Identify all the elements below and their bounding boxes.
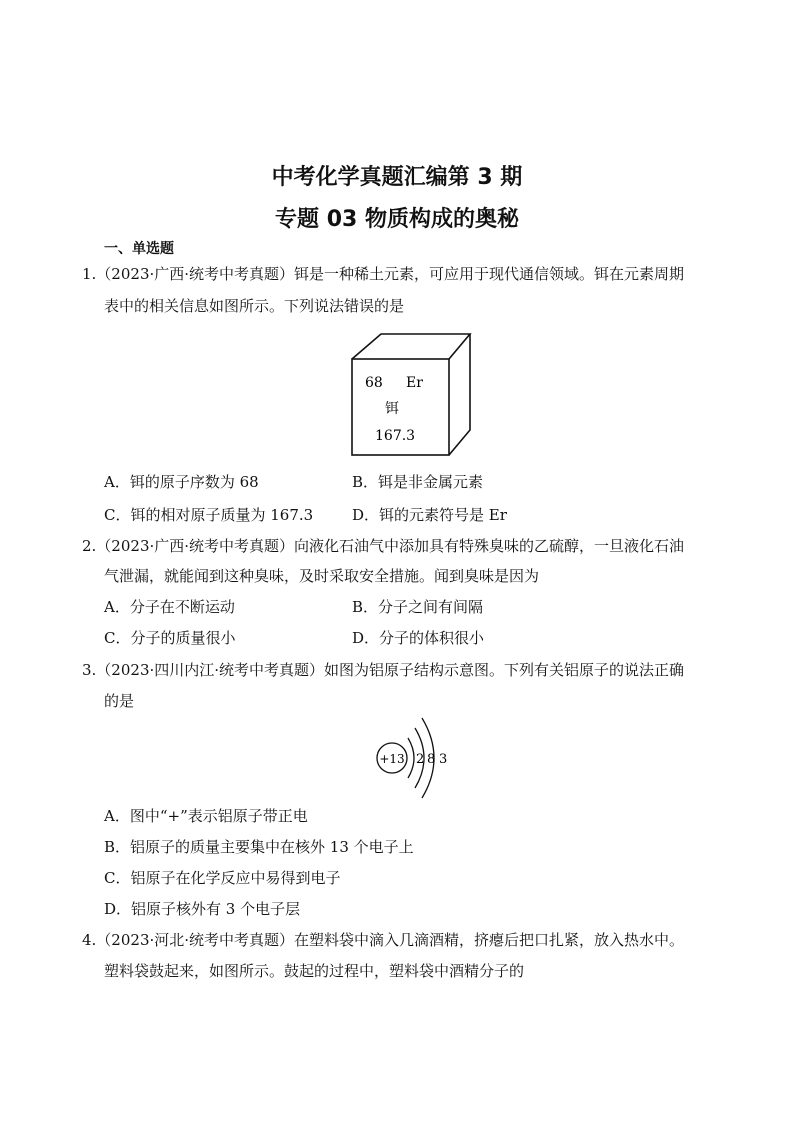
question-2-line-2: 气泄漏，就能闻到这种臭味，及时采取安全措施。闻到臭味是因为 (104, 567, 540, 585)
shell-1-electrons: 2 (416, 752, 425, 767)
question-3-option-c: C．铝原子在化学反应中易得到电子 (104, 869, 341, 887)
shell-3-electrons: 3 (439, 752, 448, 767)
question-3-option-d: D．铝原子核外有 3 个电子层 (104, 900, 301, 918)
element-atomic-number: 68 (365, 375, 383, 391)
question-3-line-1: 3.（2023·四川内江·统考中考真题）如图为铝原子结构示意图。下列有关铝原子的说法正确 (82, 661, 685, 679)
section-heading: 一、单选题 (104, 241, 174, 257)
question-3-option-b: B．铝原子的质量主要集中在核外 13 个电子上 (104, 838, 414, 856)
element-name: 铒 (385, 401, 399, 417)
nucleus-charge: +13 (379, 752, 405, 766)
question-2-option-a: A．分子在不断运动 (104, 598, 235, 616)
page-title: 中考化学真题汇编第 3 期 (271, 165, 523, 190)
page-subtitle: 专题 03 物质构成的奥秘 (275, 207, 519, 232)
question-1-option-a: A．铒的原子序数为 68 (104, 473, 259, 491)
aluminum-atom-diagram (370, 712, 460, 804)
question-2-option-d: D．分子的体积很小 (352, 629, 485, 647)
element-symbol: Er (406, 375, 423, 391)
question-1-option-d: D．铒的元素符号是 Er (352, 506, 507, 524)
question-4-line-1: 4.（2023·河北·统考中考真题）在塑料袋中滴入几滴酒精，挤瘪后把口扎紧，放入热水中。 (82, 931, 685, 949)
question-1-option-c: C．铒的相对原子质量为 167.3 (104, 506, 314, 524)
element-atomic-mass: 167.3 (375, 428, 416, 444)
question-1-line-1: 1.（2023·广西·统考中考真题）铒是一种稀土元素，可应用于现代通信领域。铒在元素周期 (82, 265, 685, 283)
question-2-option-b: B．分子之间有间隔 (352, 598, 484, 616)
periodic-table-cell (340, 330, 480, 460)
shell-2-electrons: 8 (427, 752, 436, 767)
question-3-line-2: 的是 (104, 692, 135, 710)
question-3-option-a: A．图中“+”表示铝原子带正电 (104, 807, 308, 825)
question-1-option-b: B．铒是非金属元素 (352, 473, 484, 491)
question-2-option-c: C．分子的质量很小 (104, 629, 236, 647)
question-2-line-1: 2.（2023·广西·统考中考真题）向液化石油气中添加具有特殊臭味的乙硫醇，一旦液化石油 (82, 537, 685, 555)
question-4-line-2: 塑料袋鼓起来，如图所示。鼓起的过程中，塑料袋中酒精分子的 (104, 962, 525, 980)
question-1-line-2: 表中的相关信息如图所示。下列说法错误的是 (104, 297, 405, 315)
